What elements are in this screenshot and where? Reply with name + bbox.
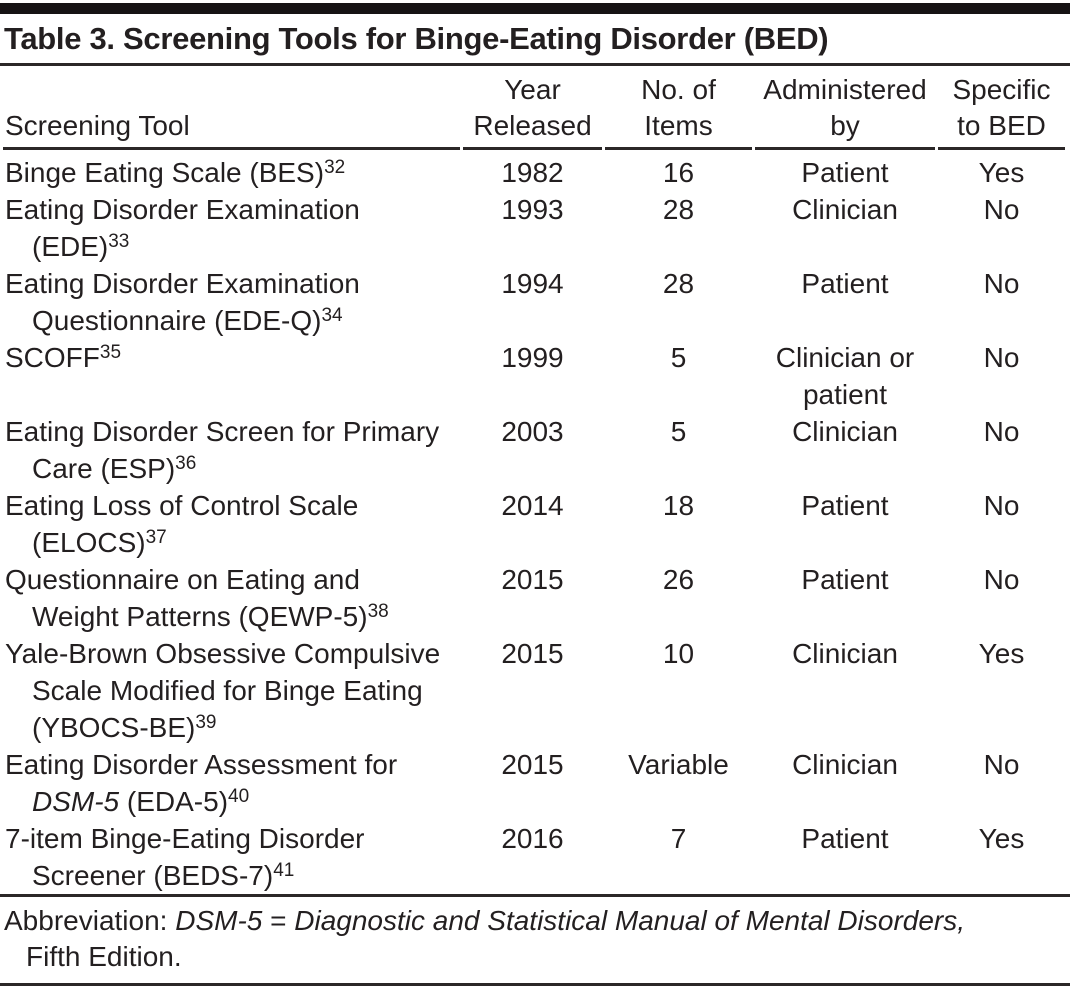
screening-tool-name-line xyxy=(5,524,460,561)
table-row xyxy=(3,820,1065,894)
cell-screening-tool xyxy=(3,413,460,487)
cell-specific-to-bed: Yes xyxy=(978,638,1025,669)
screening-tool-name-line xyxy=(5,191,460,228)
table-row xyxy=(3,635,1065,746)
reference-superscript: 36 xyxy=(175,453,197,474)
table-row xyxy=(3,487,1065,561)
column-header-label: by xyxy=(830,110,860,141)
column-header-administered-by xyxy=(755,66,935,150)
cell-no-of-items: 28 xyxy=(662,268,695,299)
cell-specific-to-bed: Yes xyxy=(978,157,1025,188)
text-segment: Screener (BEDS-7) xyxy=(32,860,274,891)
screening-tool-name-line xyxy=(5,413,460,450)
column-header-label: Items xyxy=(644,110,713,141)
reference-superscript: 40 xyxy=(228,786,250,807)
table-row xyxy=(3,561,1065,635)
cell-specific-to-bed: No xyxy=(983,342,1020,373)
screening-tool-name-line xyxy=(5,265,460,302)
cell-administered-by xyxy=(755,191,935,265)
cell-administered-by xyxy=(755,746,935,820)
table-footnote xyxy=(0,894,1070,983)
text-segment: Questionnaire (EDE-Q) xyxy=(32,305,322,336)
column-header-label: Specific xyxy=(952,74,1051,105)
cell-year-released: 2015 xyxy=(501,638,564,669)
cell-specific-to-bed: No xyxy=(983,749,1020,780)
cell-year-released: 2003 xyxy=(501,416,564,447)
text-segment: DSM-5 xyxy=(32,786,120,817)
cell-year-released: 2015 xyxy=(501,564,564,595)
text-segment: Diagnostic and Statistical Manual of Mental Disorders, xyxy=(294,905,966,936)
cell-year-released: 2015 xyxy=(501,749,564,780)
reference-superscript: 34 xyxy=(321,305,343,326)
cell-specific-to-bed: Yes xyxy=(978,823,1025,854)
cell-specific-to-bed: No xyxy=(983,564,1020,595)
cell-year-released: 2016 xyxy=(501,823,564,854)
bottom-divider xyxy=(0,983,1070,986)
administered-by-value: Patient xyxy=(801,823,889,854)
cell-screening-tool xyxy=(3,635,460,746)
cell-specific-to-bed: No xyxy=(983,416,1020,447)
administered-by-value: Clinician or patient xyxy=(775,342,915,410)
text-segment: (YBOCS-BE) xyxy=(32,712,196,743)
screening-tool-name-line xyxy=(5,635,460,672)
administered-by-value: Clinician xyxy=(792,749,898,780)
table-row xyxy=(3,339,1065,413)
administered-by-value: Clinician xyxy=(792,416,898,447)
screening-tool-name-line xyxy=(5,561,460,598)
text-segment: Eating Disorder Examination xyxy=(5,268,360,299)
column-header-label: to BED xyxy=(957,110,1046,141)
cell-administered-by xyxy=(755,561,935,635)
reference-superscript: 41 xyxy=(273,860,295,881)
table-row xyxy=(3,191,1065,265)
screening-tool-name-line xyxy=(5,598,460,635)
column-header-label: Screening Tool xyxy=(5,110,190,141)
text-segment: Binge Eating Scale (BES) xyxy=(5,157,325,188)
column-header-no-of-items xyxy=(605,66,752,150)
table-title: Table 3. Screening Tools for Binge-Eating Disorder (BED) xyxy=(4,21,829,56)
text-segment: Care (ESP) xyxy=(32,453,176,484)
cell-no-of-items: Variable xyxy=(628,749,729,780)
cell-administered-by xyxy=(755,487,935,561)
text-segment: SCOFF xyxy=(5,342,100,373)
cell-administered-by xyxy=(755,413,935,487)
cell-screening-tool xyxy=(3,820,460,894)
text-segment: (EDE) xyxy=(32,231,109,262)
header-row xyxy=(3,66,1065,150)
screening-tool-name-line xyxy=(5,154,460,191)
table-row xyxy=(3,746,1065,820)
screening-tool-name-line xyxy=(5,857,460,894)
administered-by-value: Patient xyxy=(801,157,889,188)
administered-by-value: Patient xyxy=(801,490,889,521)
screening-tool-name-line xyxy=(5,487,460,524)
cell-year-released: 2014 xyxy=(501,490,564,521)
cell-year-released: 1993 xyxy=(501,194,564,225)
column-header-label: Year xyxy=(504,74,561,105)
text-segment: Abbreviation: xyxy=(4,905,176,936)
text-segment: Scale Modified for Binge Eating xyxy=(32,675,423,706)
cell-no-of-items: 16 xyxy=(662,157,695,188)
screening-tool-name-line xyxy=(5,672,460,709)
cell-screening-tool xyxy=(3,339,460,413)
reference-superscript: 33 xyxy=(108,231,130,252)
text-segment: Weight Patterns (QEWP-5) xyxy=(32,601,368,632)
cell-administered-by xyxy=(755,150,935,191)
top-rule-bar xyxy=(0,3,1070,14)
table-row xyxy=(3,150,1065,191)
text-segment: 7-item Binge-Eating Disorder xyxy=(5,823,365,854)
screening-tool-name-line xyxy=(5,450,460,487)
cell-specific-to-bed: No xyxy=(983,268,1020,299)
reference-superscript: 39 xyxy=(195,712,217,733)
cell-screening-tool xyxy=(3,191,460,265)
cell-specific-to-bed: No xyxy=(983,194,1020,225)
text-segment: DSM-5 xyxy=(175,905,263,936)
screening-tool-name-line xyxy=(5,709,460,746)
cell-screening-tool xyxy=(3,746,460,820)
column-header-label: Administered xyxy=(763,74,927,105)
screening-tool-name-line xyxy=(5,228,460,265)
cell-no-of-items: 28 xyxy=(662,194,695,225)
cell-administered-by xyxy=(755,635,935,746)
screening-tools-table xyxy=(0,66,1068,894)
screening-tool-name-line xyxy=(5,820,460,857)
cell-administered-by xyxy=(755,265,935,339)
reference-superscript: 38 xyxy=(367,601,389,622)
administered-by-value: Patient xyxy=(801,564,889,595)
text-segment: Eating Loss of Control Scale xyxy=(5,490,359,521)
reference-superscript: 35 xyxy=(99,342,122,363)
cell-administered-by xyxy=(755,820,935,894)
cell-no-of-items: 26 xyxy=(662,564,695,595)
cell-no-of-items: 5 xyxy=(670,342,687,373)
cell-specific-to-bed: No xyxy=(983,490,1020,521)
cell-screening-tool xyxy=(3,487,460,561)
footnote-line xyxy=(4,939,1066,975)
text-segment: Eating Disorder Screen for Primary xyxy=(5,416,440,447)
cell-administered-by xyxy=(755,339,935,413)
footnote-line xyxy=(4,903,1066,939)
administered-by-value: Patient xyxy=(801,268,889,299)
cell-no-of-items: 10 xyxy=(662,638,695,669)
text-segment: = xyxy=(262,905,295,936)
cell-year-released: 1994 xyxy=(501,268,564,299)
cell-screening-tool xyxy=(3,561,460,635)
text-segment: (ELOCS) xyxy=(32,527,146,558)
column-header-specific-to-bed xyxy=(938,66,1065,150)
text-segment: Questionnaire on Eating and xyxy=(5,564,360,595)
text-segment: Fifth Edition. xyxy=(26,941,182,972)
cell-no-of-items: 5 xyxy=(670,416,687,447)
text-segment: Eating Disorder Examination xyxy=(5,194,360,225)
table-row xyxy=(3,265,1065,339)
cell-no-of-items: 7 xyxy=(670,823,687,854)
reference-superscript: 37 xyxy=(145,527,167,548)
column-header-label: No. of xyxy=(641,74,716,105)
text-segment: Eating Disorder Assessment for xyxy=(5,749,398,780)
cell-year-released: 1999 xyxy=(501,342,564,373)
administered-by-value: Clinician xyxy=(792,638,898,669)
text-segment: Yale-Brown Obsessive Compulsive xyxy=(5,638,441,669)
screening-tool-name-line xyxy=(5,783,460,820)
cell-screening-tool xyxy=(3,150,460,191)
cell-screening-tool xyxy=(3,265,460,339)
column-header-label: Released xyxy=(473,110,592,141)
administered-by-value: Clinician xyxy=(792,194,898,225)
reference-superscript: 32 xyxy=(324,157,346,178)
screening-tool-name-line xyxy=(5,302,460,339)
column-header-screening-tool xyxy=(3,66,460,150)
cell-year-released: 1982 xyxy=(501,157,564,188)
cell-no-of-items: 18 xyxy=(662,490,695,521)
column-header-year-released xyxy=(463,66,602,150)
text-segment: (EDA-5) xyxy=(119,786,229,817)
screening-tool-name-line xyxy=(5,746,460,783)
table-row xyxy=(3,413,1065,487)
screening-tool-name-line xyxy=(5,339,460,376)
